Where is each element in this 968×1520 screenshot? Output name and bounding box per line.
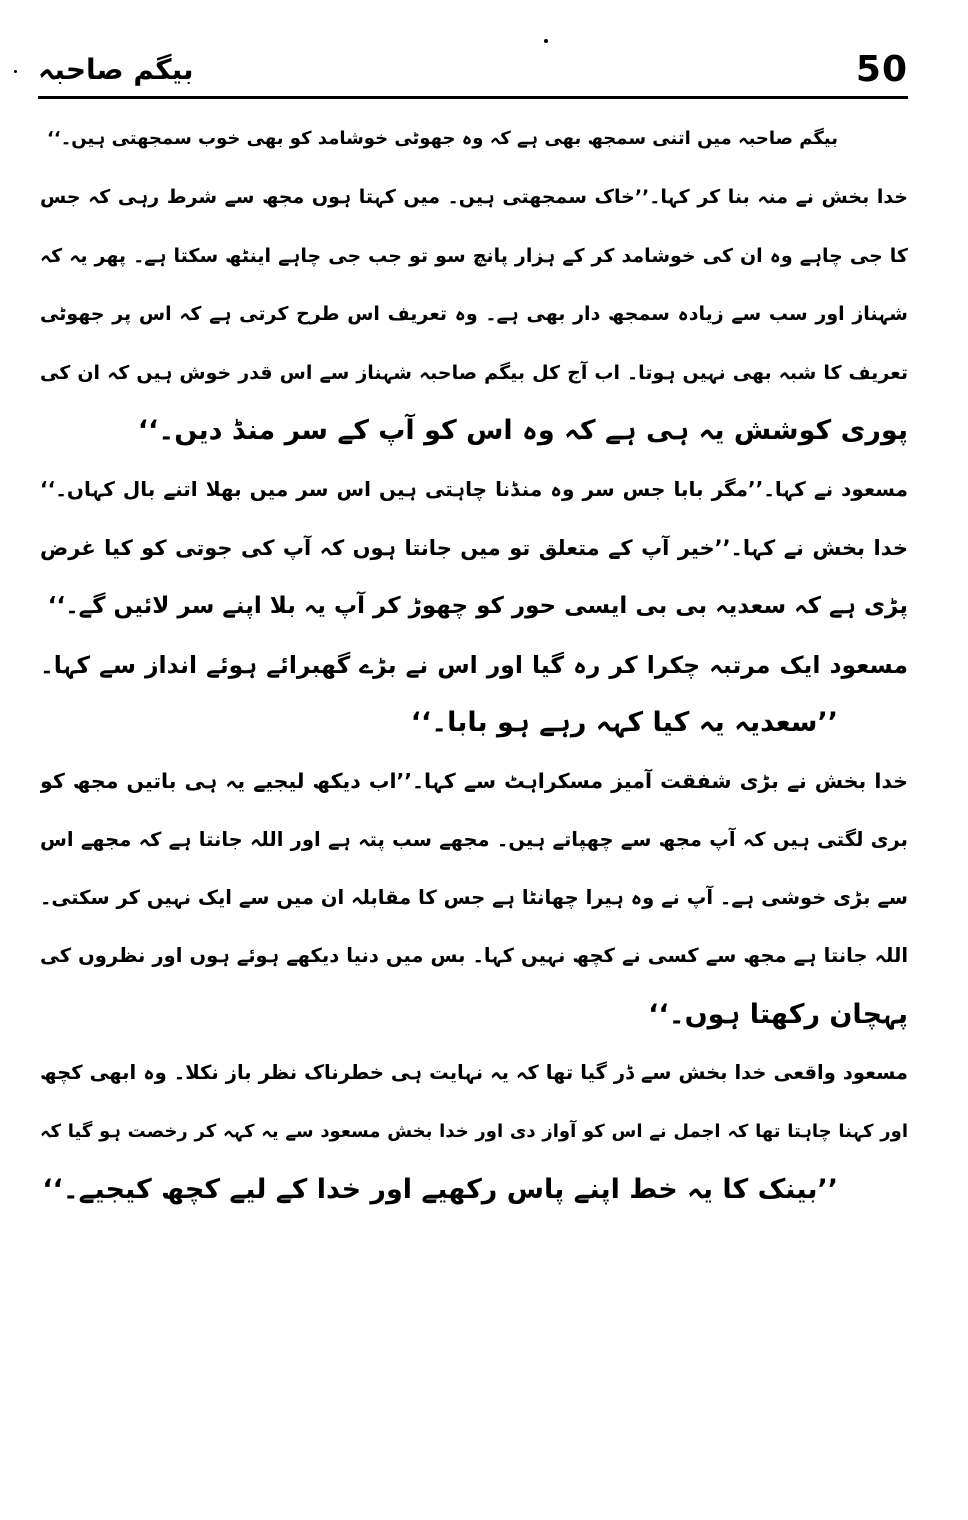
text-line: مسعود نے کہا۔’’مگر بابا جس سر وہ منڈنا چاہتی ہیں اس سر میں بھلا اتنے بال کہاں۔‘‘ [40, 477, 908, 502]
text-line: بری لگتی ہیں کہ آپ مجھ سے چھپاتے ہیں۔ مجھے سب پتہ ہے اور اللہ جانتا ہے کہ مجھے اس [40, 827, 908, 851]
text-line: تعریف کا شبہ بھی نہیں ہوتا۔ اب آج کل بیگم صاحبہ شہناز سے اس قدر خوش ہیں کہ ان کی [40, 361, 908, 384]
text-line: شہناز اور سب سے زیادہ سمجھ دار بھی ہے۔ وہ تعریف اس طرح کرتی ہے کہ اس پر جھوٹی [40, 303, 908, 326]
page-header [38, 40, 908, 100]
body-text [40, 110, 908, 1500]
text-line: خدا بخش نے کہا۔’’خیر آپ کے متعلق تو میں جانتا ہوں کہ آپ کی جوتی کو کیا غرض [40, 535, 908, 560]
scan-speck [14, 70, 17, 73]
text-line: ’’بینک کا یہ خط اپنے پاس رکھیے اور خدا کے لیے کچھ کیجیے۔‘‘ [42, 1174, 838, 1206]
running-title: بیگم صاحبہ [38, 53, 194, 86]
text-line: کا جی چاہے وہ ان کی خوشامد کر کے ہزار پانچ سو تو جب جی چاہے اینٹھ سکتا ہے۔ پھر یہ کہ [40, 244, 908, 267]
text-line: پہچان رکھتا ہوں۔‘‘ [648, 998, 908, 1030]
text-line: اور کہنا چاہتا تھا کہ اجمل نے اس کو آواز دی اور خدا بخش مسعود سے یہ کہہ کر رخصت ہو گیا کہ [40, 1120, 908, 1142]
text-line: پڑی ہے کہ سعدیہ بی بی ایسی حور کو چھوڑ کر آپ یہ بلا اپنے سر لائیں گے۔‘‘ [47, 593, 908, 620]
text-line: سے بڑی خوشی ہے۔ آپ نے وہ ہیرا چھانٹا ہے جس کا مقابلہ ان میں سے ایک نہیں کر سکتی۔ [40, 886, 908, 910]
text-line: مسعود ایک مرتبہ چکرا کر رہ گیا اور اس نے بڑے گھبرائے ہوئے انداز سے کہا۔ [40, 650, 908, 679]
text-line: پوری کوشش یہ ہی ہے کہ وہ اس کو آپ کے سر منڈ دیں۔‘‘ [137, 414, 908, 446]
header-rule [38, 96, 908, 99]
text-line: خدا بخش نے بڑی شفقت آمیز مسکراہٹ سے کہا۔’’اب دیکھ لیجیے یہ ہی باتیں مجھ کو [40, 769, 908, 794]
text-line: بیگم صاحبہ میں اتنی سمجھ بھی ہے کہ وہ جھوٹی خوشامد کو بھی خوب سمجھتی ہیں۔‘‘ [47, 128, 838, 149]
page-number: 50 [855, 49, 908, 90]
text-line: ’’سعدیہ یہ کیا کہہ رہے ہو بابا۔‘‘ [410, 706, 838, 738]
text-line: خدا بخش نے منہ بنا کر کہا۔’’خاک سمجھتی ہیں۔ میں کہتا ہوں مجھ سے شرط رہی کہ جس [40, 186, 908, 209]
text-line: مسعود واقعی خدا بخش سے ڈر گیا تھا کہ یہ نہایت ہی خطرناک نظر باز نکلا۔ وہ ابھی کچھ [40, 1061, 908, 1085]
text-line: اللہ جانتا ہے مجھ سے کسی نے کچھ نہیں کہا۔ بس میں دنیا دیکھے ہوئے ہوں اور نظروں کی [40, 944, 908, 968]
